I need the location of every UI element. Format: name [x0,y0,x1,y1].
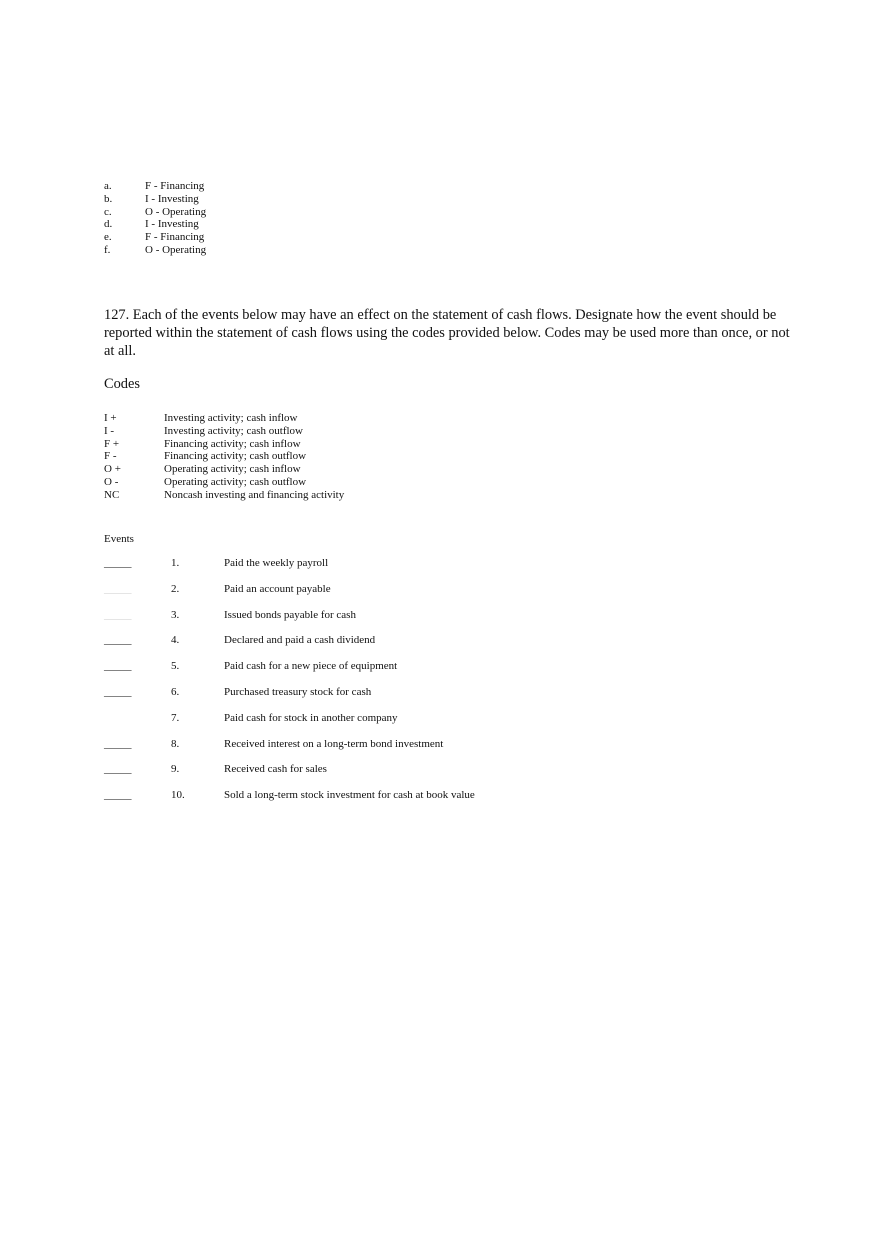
event-number: 5. [171,660,180,673]
answer-list [104,180,206,257]
event-number: 8. [171,737,180,750]
code-description: Financing activity; cash outflow [164,450,307,463]
answer-text: F - Financing [145,180,205,192]
code-description: Operating activity; cash outflow [164,475,307,488]
event-number: 6. [171,685,180,698]
code-key: O - [104,475,119,488]
event-description: Paid cash for stock in another company [224,711,398,724]
answer-item [104,244,206,257]
code-key: F + [104,437,120,450]
event-number: 3. [171,608,180,621]
answer-blank[interactable]: _____ [104,737,132,750]
code-item [104,450,344,463]
answer-text: O - Operating [145,243,207,256]
code-item [104,463,344,476]
answer-letter: a. [104,180,112,192]
event-description: Paid the weekly payroll [224,557,329,569]
event-description: Paid an account payable [224,582,331,595]
event-description: Purchased treasury stock for cash [224,685,372,698]
answer-letter: d. [104,218,113,231]
code-item [104,438,344,451]
answer-blank[interactable]: _____ [104,557,132,569]
event-description: Declared and paid a cash dividend [224,634,376,647]
answer-blank[interactable]: _____ [104,763,132,776]
events-heading: Events [104,533,134,545]
answer-blank[interactable]: _____ [104,608,132,621]
event-number: 7. [171,711,180,724]
code-item [104,489,344,502]
answer-letter: f. [104,243,111,256]
event-description: Received cash for sales [224,763,327,776]
code-key: I - [104,424,115,437]
event-description: Issued bonds payable for cash [224,608,356,621]
code-key: NC [104,488,120,501]
question-text: 127. Each of the events below may have an effect on the statement of cash flows. Designate how the event should be reported within the statement of cash flows using the codes provided below. Codes may be used more than once, or not at all. [104,307,790,359]
event-number: 9. [171,763,180,776]
code-description: Operating activity; cash inflow [164,463,301,476]
code-key: F - [104,450,117,463]
code-item [104,476,344,489]
answer-letter: b. [104,192,113,205]
event-number: 1. [171,557,180,569]
answer-letter: c. [104,205,112,218]
code-description: Noncash investing and financing activity [164,488,345,501]
answer-item [104,206,206,219]
answer-letter: e. [104,231,112,244]
answer-text: I - Investing [145,218,199,231]
event-number: 2. [171,582,180,595]
code-item [104,425,344,438]
answer-item [104,193,206,206]
answer-item [104,218,206,231]
answer-item [104,231,206,244]
answer-text: F - Financing [145,231,205,244]
event-description: Paid cash for a new piece of equipment [224,660,398,673]
code-description: Financing activity; cash inflow [164,437,301,450]
answer-text: O - Operating [145,205,207,218]
answer-item [104,180,206,193]
code-item [104,412,344,425]
answer-text: I - Investing [145,192,199,205]
codes-heading: Codes [104,376,140,392]
answer-blank[interactable]: _____ [104,789,132,802]
code-description: Investing activity; cash outflow [164,424,303,437]
code-description: Investing activity; cash inflow [164,412,298,424]
answer-blank[interactable]: _____ [104,660,132,673]
event-number: 10. [171,789,185,802]
event-number: 4. [171,634,180,647]
code-key: O + [104,463,121,476]
answer-blank[interactable]: _____ [104,685,132,698]
code-key: I + [104,412,117,424]
event-description: Sold a long-term stock investment for cash at book value [224,789,475,802]
codes-table [104,412,344,502]
answer-blank[interactable]: _____ [104,634,132,647]
event-description: Received interest on a long-term bond investment [224,737,444,750]
answer-blank[interactable]: _____ [104,582,132,595]
